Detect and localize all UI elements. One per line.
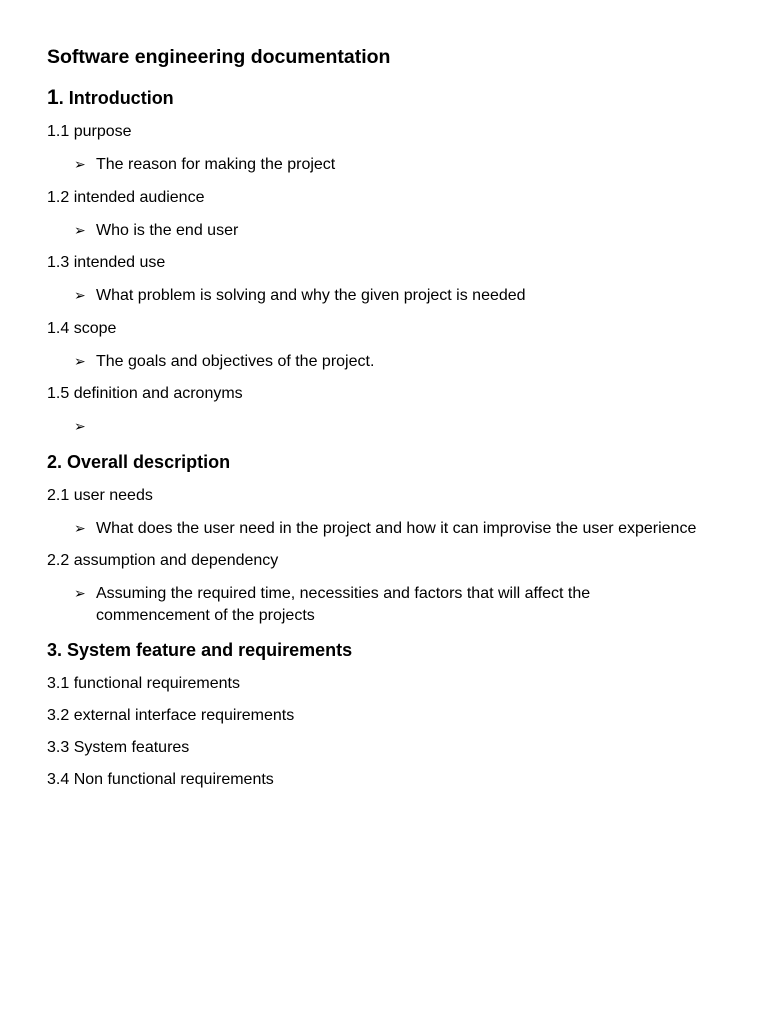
bullet-text: Who is the end user [96,221,239,239]
bullet-item [47,285,738,307]
bullet-item [47,154,738,176]
bullet-text: Assuming the required time, necessities and factors that will affect the commencement of the projects [96,585,591,624]
bullet-item [47,351,738,373]
subsection-user-needs: 2.1 user needs [47,486,153,504]
arrow-bullet-icon: ➢ [74,418,86,434]
subsection-non-functional-requirements: 3.4 Non functional requirements [47,771,274,788]
bullet-text: What problem is solving and why the given project is needed [96,287,526,304]
bullet-item [47,220,738,242]
subsection-intended-use: 1.3 intended use [47,254,166,271]
document-title: Software engineering documentation [47,46,391,68]
bullet-text: What does the user need in the project and how it can improvise the user experience [96,519,697,537]
arrow-bullet-icon: ➢ [74,519,86,536]
arrow-bullet-icon: ➢ [74,585,86,601]
arrow-bullet-icon: ➢ [74,221,86,238]
section-heading-system-features: 3. System feature and requirements [47,640,353,660]
subsection-purpose: 1.1 purpose [47,123,132,140]
bullet-text: The goals and objectives of the project. [96,352,375,370]
section-title: Introduction [68,88,174,108]
subsection-system-features: 3.3 System features [47,739,190,756]
bullet-text: The reason for making the project [96,156,336,173]
subsection-intended-audience: 1.2 intended audience [47,188,205,206]
section-number-suffix: . [58,88,69,108]
bullet-item [47,583,738,626]
section-number: 1 [47,86,59,109]
subsection-definition-acronyms: 1.5 definition and acronyms [47,385,243,402]
section-heading-overall-description: 2. Overall description [47,451,231,472]
subsection-external-interface-requirements: 3.2 external interface requirements [47,707,295,724]
section-heading-introduction [47,86,738,110]
arrow-bullet-icon: ➢ [74,156,86,172]
subsection-assumption-dependency: 2.2 assumption and dependency [47,552,279,569]
arrow-bullet-icon: ➢ [74,287,86,303]
bullet-item [47,518,738,540]
subsection-scope: 1.4 scope [47,319,117,337]
arrow-bullet-icon: ➢ [74,352,86,369]
bullet-item [47,416,738,438]
subsection-functional-requirements: 3.1 functional requirements [47,675,240,692]
